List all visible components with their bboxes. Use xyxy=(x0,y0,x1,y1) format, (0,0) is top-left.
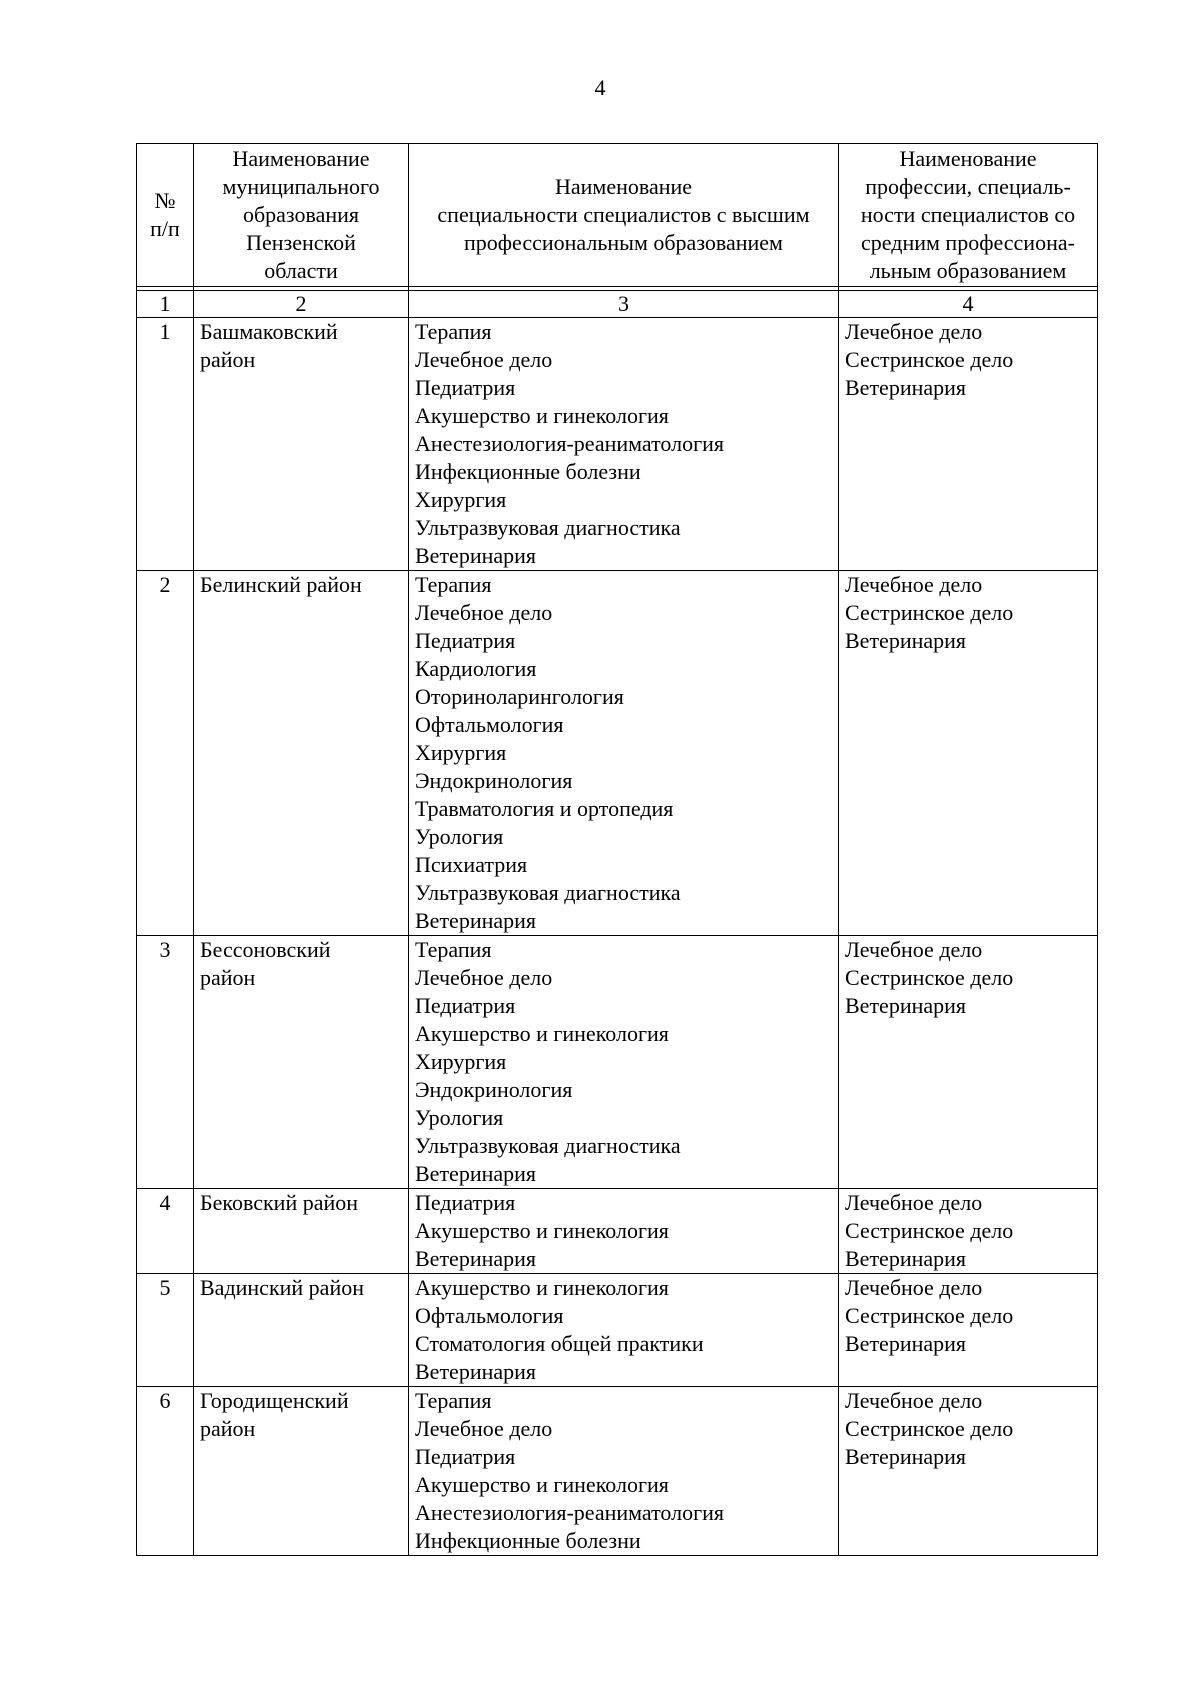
cell-line: Оториноларингология xyxy=(415,684,624,709)
cell-line: Акушерство и гинекология xyxy=(415,1218,669,1243)
cell-line: Хирургия xyxy=(415,740,507,765)
cell-line: Ветеринария xyxy=(415,1359,537,1384)
higher-education-cell xyxy=(409,936,839,1189)
cell-line: специальности специалистов с высшим xyxy=(437,202,810,227)
header-row xyxy=(137,144,1098,287)
cell-line: Сестринское дело xyxy=(845,600,1014,625)
cell-line: Лечебное дело xyxy=(845,937,983,962)
secondary-education-cell xyxy=(839,1189,1098,1274)
cell-line: Пензенской xyxy=(246,230,356,255)
cell-line: профессиональным образованием xyxy=(464,230,783,255)
cell-line: Ветеринария xyxy=(845,628,967,653)
specialists-table xyxy=(136,143,1098,1556)
cell-line: Ветеринария xyxy=(415,908,537,933)
cell-line: Белинский район xyxy=(200,572,362,597)
cell-line: Психиатрия xyxy=(415,852,528,877)
cell-line: ности специалистов со xyxy=(860,202,1076,227)
municipality-cell xyxy=(194,318,409,571)
cell-line: Наименование xyxy=(554,174,693,199)
page-number: 4 xyxy=(594,75,606,100)
secondary-education-cell xyxy=(839,318,1098,571)
cell-line: Терапия xyxy=(415,1388,492,1413)
cell-line: Инфекционные болезни xyxy=(415,1528,641,1553)
column-number: 3 xyxy=(409,291,839,318)
cell-line: Ветеринария xyxy=(415,1161,537,1186)
cell-line: Вадинский район xyxy=(200,1275,364,1300)
column-number: 4 xyxy=(839,291,1098,318)
cell-line: Лечебное дело xyxy=(415,347,553,372)
cell-line: Урология xyxy=(415,824,504,849)
cell-line: Ветеринария xyxy=(845,993,967,1018)
higher-education-cell xyxy=(409,571,839,936)
cell-line: Акушерство и гинекология xyxy=(415,1472,669,1497)
cell-line: п/п xyxy=(150,216,180,241)
cell-line: Педиатрия xyxy=(415,993,516,1018)
cell-line: Сестринское дело xyxy=(845,1303,1014,1328)
municipality-cell xyxy=(194,1274,409,1387)
cell-line: Ультразвуковая диагностика xyxy=(415,515,681,540)
table-row xyxy=(137,318,1098,571)
cell-line: Инфекционные болезни xyxy=(415,459,641,484)
cell-line: Хирургия xyxy=(415,487,507,512)
cell-line: Акушерство и гинекология xyxy=(415,1021,669,1046)
cell-line: Ультразвуковая диагностика xyxy=(415,880,681,905)
cell-line: Офтальмология xyxy=(415,712,564,737)
cell-line: Ультразвуковая диагностика xyxy=(415,1133,681,1158)
cell-line: Городищенский xyxy=(200,1388,349,1413)
higher-education-cell xyxy=(409,1387,839,1556)
cell-line: Лечебное дело xyxy=(845,572,983,597)
cell-line: Анестезиология-реаниматология xyxy=(415,431,725,456)
cell-line: Сестринское дело xyxy=(845,347,1014,372)
higher-education-cell xyxy=(409,318,839,571)
cell-line: Терапия xyxy=(415,572,492,597)
table-row xyxy=(137,1189,1098,1274)
cell-line: Башмаковский xyxy=(200,319,338,344)
row-number: 4 xyxy=(137,1189,194,1274)
secondary-education-cell xyxy=(839,1274,1098,1387)
cell-line: Стоматология общей практики xyxy=(415,1331,704,1356)
cell-line: район xyxy=(200,347,256,372)
cell-line: район xyxy=(200,965,256,990)
municipality-cell xyxy=(194,1189,409,1274)
cell-line: Лечебное дело xyxy=(845,1190,983,1215)
cell-line: образования xyxy=(242,202,360,227)
cell-line: льным образованием xyxy=(869,258,1067,283)
table-row xyxy=(137,936,1098,1189)
row-number: 5 xyxy=(137,1274,194,1387)
cell-line: Анестезиология-реаниматология xyxy=(415,1500,725,1525)
cell-line: муниципального xyxy=(222,174,380,199)
cell-line: Эндокринология xyxy=(415,768,573,793)
cell-line: Бековский район xyxy=(200,1190,359,1215)
cell-line: Травматология и ортопедия xyxy=(415,796,674,821)
cell-line: Ветеринария xyxy=(845,1331,967,1356)
header-municipality xyxy=(194,144,409,287)
table-row xyxy=(137,1387,1098,1556)
cell-line: Ветеринария xyxy=(845,1246,967,1271)
cell-line: Педиатрия xyxy=(415,628,516,653)
cell-line: Бессоновский xyxy=(200,937,331,962)
higher-education-cell xyxy=(409,1189,839,1274)
table-row xyxy=(137,1274,1098,1387)
row-number: 1 xyxy=(137,318,194,571)
header-num xyxy=(137,144,194,287)
cell-line: Ветеринария xyxy=(845,375,967,400)
secondary-education-cell xyxy=(839,1387,1098,1556)
cell-line: Эндокринология xyxy=(415,1077,573,1102)
cell-line: Педиатрия xyxy=(415,375,516,400)
municipality-cell xyxy=(194,936,409,1189)
cell-line: Сестринское дело xyxy=(845,965,1014,990)
row-number: 2 xyxy=(137,571,194,936)
cell-line: Наименование xyxy=(899,146,1037,171)
cell-line: № xyxy=(154,188,176,213)
cell-line: Лечебное дело xyxy=(845,319,983,344)
municipality-cell xyxy=(194,571,409,936)
cell-line: Сестринское дело xyxy=(845,1218,1014,1243)
cell-line: Кардиология xyxy=(415,656,537,681)
cell-line: Хирургия xyxy=(415,1049,507,1074)
row-number: 3 xyxy=(137,936,194,1189)
table-body xyxy=(137,318,1098,1556)
column-number: 2 xyxy=(194,291,409,318)
header-higher-education xyxy=(409,144,839,287)
column-number: 1 xyxy=(137,291,194,318)
row-number: 6 xyxy=(137,1387,194,1556)
cell-line: Ветеринария xyxy=(415,1246,537,1271)
cell-line: Лечебное дело xyxy=(845,1388,983,1413)
cell-line: средним профессиона- xyxy=(861,230,1075,255)
cell-line: район xyxy=(200,1416,256,1441)
higher-education-cell xyxy=(409,1274,839,1387)
header-secondary-education xyxy=(839,144,1098,287)
municipality-cell xyxy=(194,1387,409,1556)
cell-line: Ветеринария xyxy=(845,1444,967,1469)
cell-line: Лечебное дело xyxy=(415,965,553,990)
cell-line: Урология xyxy=(415,1105,504,1130)
cell-line: Терапия xyxy=(415,937,492,962)
column-number-row xyxy=(137,291,1098,318)
table-row xyxy=(137,571,1098,936)
cell-line: Лечебное дело xyxy=(415,600,553,625)
cell-line: области xyxy=(264,258,338,283)
cell-line: Офтальмология xyxy=(415,1303,564,1328)
cell-line: Педиатрия xyxy=(415,1444,516,1469)
cell-line: Акушерство и гинекология xyxy=(415,403,669,428)
cell-line: Лечебное дело xyxy=(845,1275,983,1300)
cell-line: Ветеринария xyxy=(415,543,537,568)
table-header xyxy=(137,144,1098,318)
cell-line: Акушерство и гинекология xyxy=(415,1275,669,1300)
cell-line: Терапия xyxy=(415,319,492,344)
cell-line: Наименование xyxy=(232,146,370,171)
cell-line: Сестринское дело xyxy=(845,1416,1014,1441)
cell-line: Лечебное дело xyxy=(415,1416,553,1441)
cell-line: Педиатрия xyxy=(415,1190,516,1215)
cell-line: профессии, специаль- xyxy=(865,174,1071,199)
secondary-education-cell xyxy=(839,936,1098,1189)
secondary-education-cell xyxy=(839,571,1098,936)
